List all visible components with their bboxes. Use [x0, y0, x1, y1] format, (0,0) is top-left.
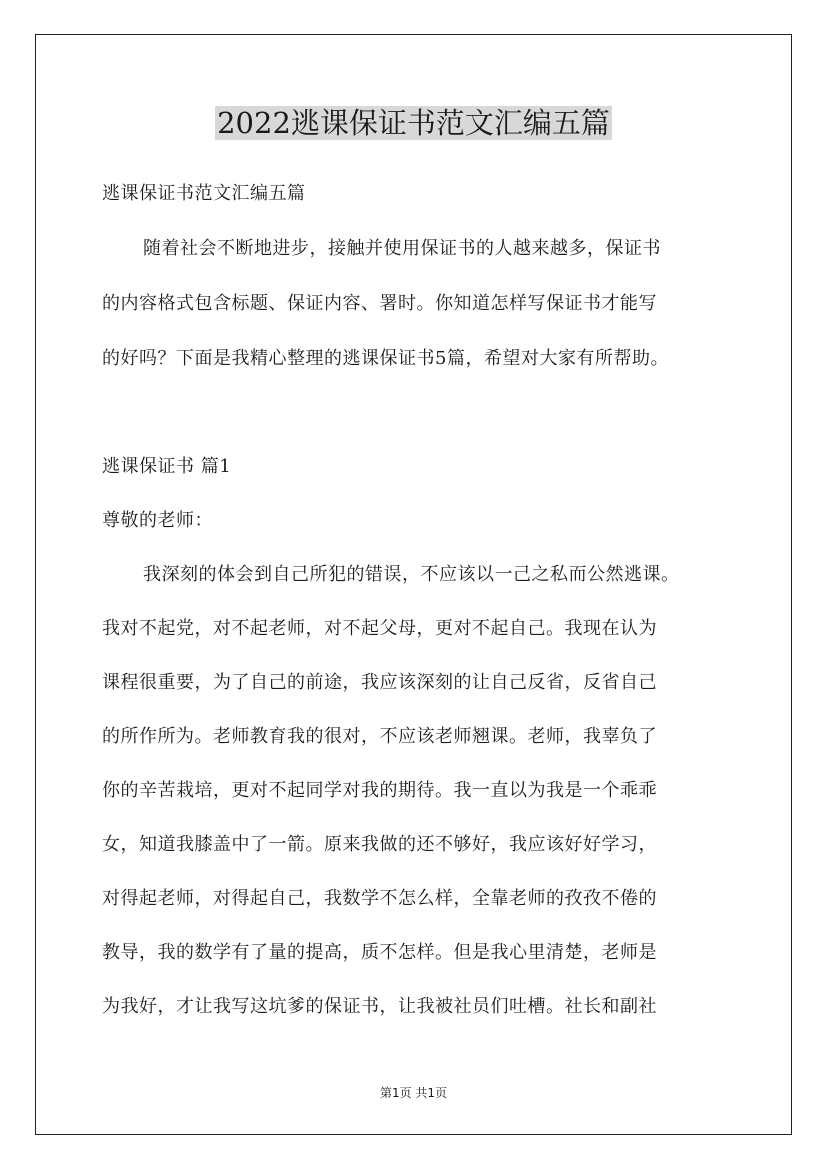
body-line: 我深刻的体会到自己所犯的错误，不应该以一己之私而公然逃课。	[143, 564, 680, 585]
page-number-footer: 第1页 共1页	[379, 1086, 448, 1100]
body-line: 我对不起党，对不起老师，对不起父母，更对不起自己。我现在认为	[102, 618, 657, 639]
body-line: 女，知道我膝盖中了一箭。原来我做的还不够好，我应该好好学习，	[102, 834, 657, 855]
document-subtitle: 逃课保证书范文汇编五篇	[102, 183, 306, 204]
body-line: 对得起老师，对得起自己，我数学不怎么样，全靠老师的孜孜不倦的	[102, 888, 657, 909]
body-line: 教导，我的数学有了量的提高，质不怎样。但是我心里清楚，老师是	[102, 942, 657, 963]
intro-line: 随着社会不断地进步，接触并使用保证书的人越来越多，保证书	[143, 238, 661, 259]
intro-line: 的内容格式包含标题、保证内容、署时。你知道怎样写保证书才能写	[102, 293, 657, 314]
section-heading: 逃课保证书 篇1	[102, 456, 232, 477]
document-title-text: 2022逃课保证书范文汇编五篇	[217, 106, 610, 140]
body-line: 你的辛苦栽培，更对不起同学对我的期待。我一直以为我是一个乖乖	[102, 780, 657, 801]
body-line: 的所作所为。老师教育我的很对，不应该老师翘课。老师，我辜负了	[102, 726, 657, 747]
body-line: 为我好，才让我写这坑爹的保证书，让我被社员们吐槽。社长和副社	[102, 996, 657, 1017]
document-title	[0, 104, 827, 142]
salutation: 尊敬的老师：	[102, 510, 213, 531]
body-line: 课程很重要，为了自己的前途，我应该深刻的让自己反省，反省自己	[102, 672, 657, 693]
intro-line: 的好吗？下面是我精心整理的逃课保证书5篇，希望对大家有所帮助。	[102, 348, 669, 369]
